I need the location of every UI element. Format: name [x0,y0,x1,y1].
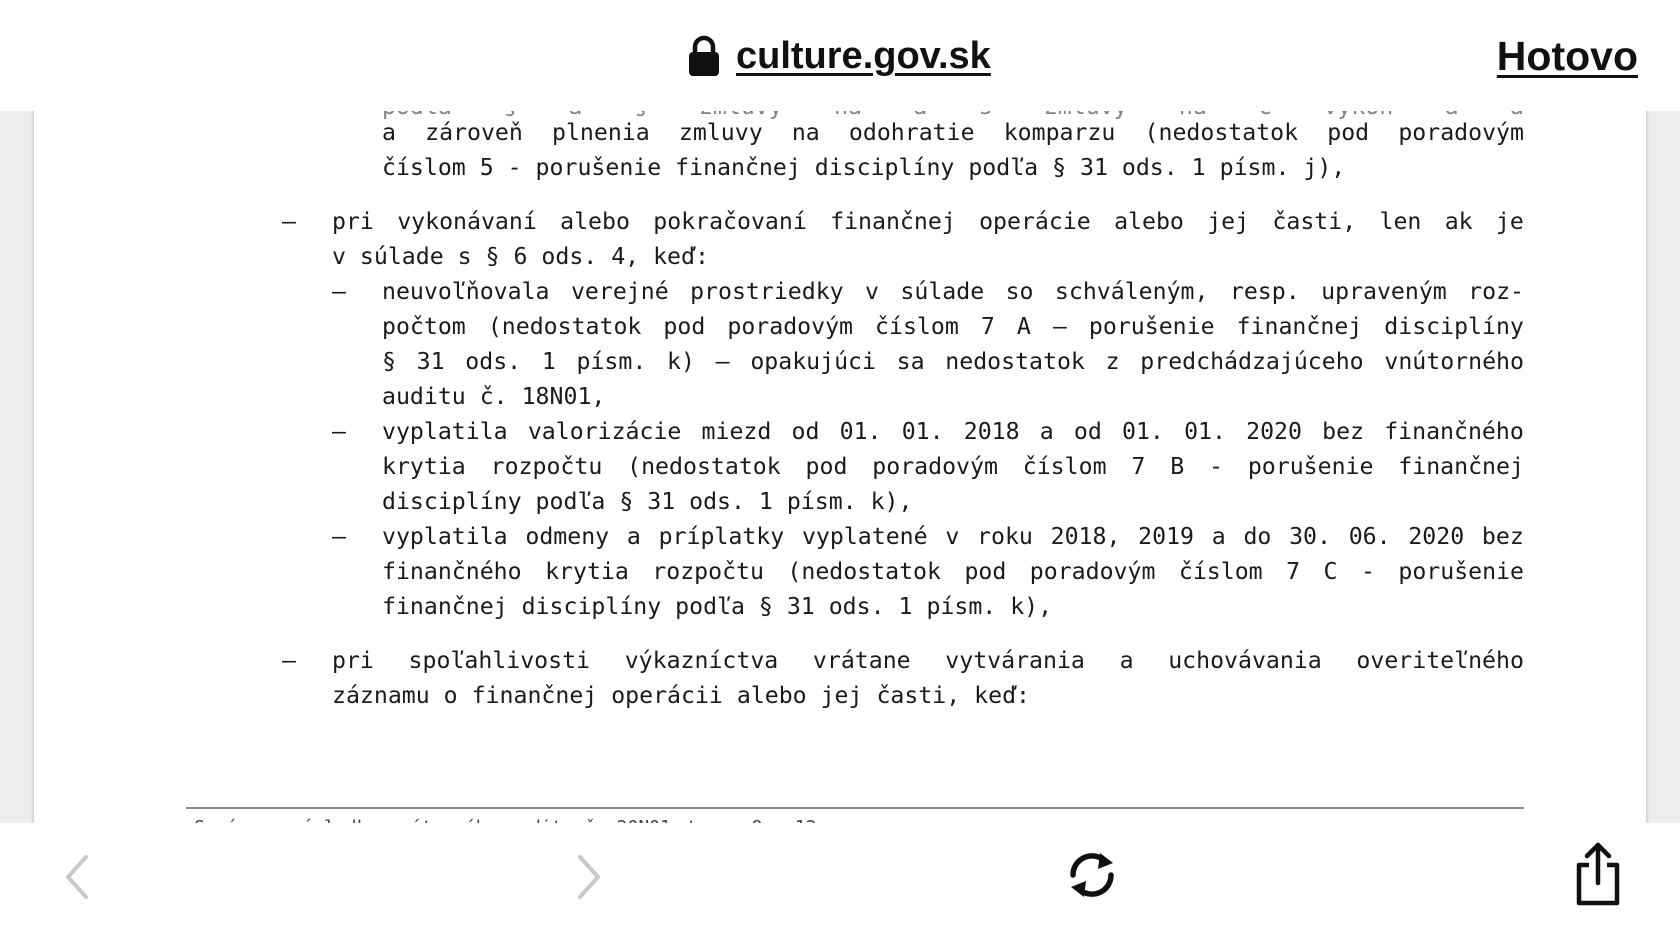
url-text[interactable]: culture.gov.sk [736,34,991,77]
browser-bottom-toolbar [0,823,1680,945]
text-line: § 31 ods. 1 písm. k) – opakujúci sa nedostatok z predchádzajúceho vnútorného [382,348,1524,375]
text-line: finančnej disciplíny podľa § 31 ods. 1 písm. k), [382,593,1053,620]
browser-top-bar [0,0,1680,111]
text-line: disciplíny podľa § 31 ods. 1 písm. k), [382,488,913,515]
chevron-right-icon[interactable] [574,851,604,903]
address-bar[interactable] [688,30,991,82]
text-line: v súlade s § 6 ods. 4, keď: [332,243,709,270]
text-line: pri vykonávaní alebo pokračovaní finančnej operácie alebo jej časti, len ak je [332,208,1524,235]
chevron-left-icon[interactable] [62,851,92,903]
bullet-dash: – [332,278,346,305]
reload-icon[interactable] [1064,845,1120,905]
document-viewer[interactable] [0,111,1680,823]
text-line: záznamu o finančnej operácii alebo jej časti, keď: [332,682,1031,709]
bullet-dash: – [282,647,296,674]
text-line: číslom 5 - porušenie finančnej disciplíny podľa § 31 ods. 1 písm. j), [382,154,1346,181]
text-line: neuvoľňovala verejné prostriedky v súlade so schváleným, resp. upraveným roz- [382,278,1524,305]
text-line: pri spoľahlivosti výkazníctva vrátane vytvárania a uchovávania overiteľného [332,647,1524,674]
done-button[interactable]: Hotovo [1496,33,1638,79]
document-page [34,111,1646,823]
bullet-dash: – [332,523,346,550]
bullet-dash: – [282,208,296,235]
text-line: finančného krytia rozpočtu (nedostatok pod poradovým číslom 7 C - porušenie [382,558,1524,585]
footnote-divider [186,807,1524,809]
text-line: a zároveň plnenia zmluvy na odohratie komparzu (nedostatok pod poradovým [382,119,1524,146]
bullet-dash: – [332,418,346,445]
text-line: auditu č. 18N01, [382,383,606,410]
page-footer [194,811,1524,823]
text-line: vyplatila odmeny a príplatky vyplatené v roku 2018, 2019 a do 30. 06. 2020 bez [382,523,1524,550]
lock-icon [688,35,720,77]
text-line: počtom (nedostatok pod poradovým číslom 7 A – porušenie finančnej disciplíny [382,313,1524,340]
text-line: krytia rozpočtu (nedostatok pod poradovým číslom 7 B - porušenie finančnej [382,453,1524,480]
text-line: vyplatila valorizácie miezd od 01. 01. 2018 a od 01. 01. 2020 bez finančného [382,418,1524,445]
share-icon[interactable] [1574,841,1622,907]
